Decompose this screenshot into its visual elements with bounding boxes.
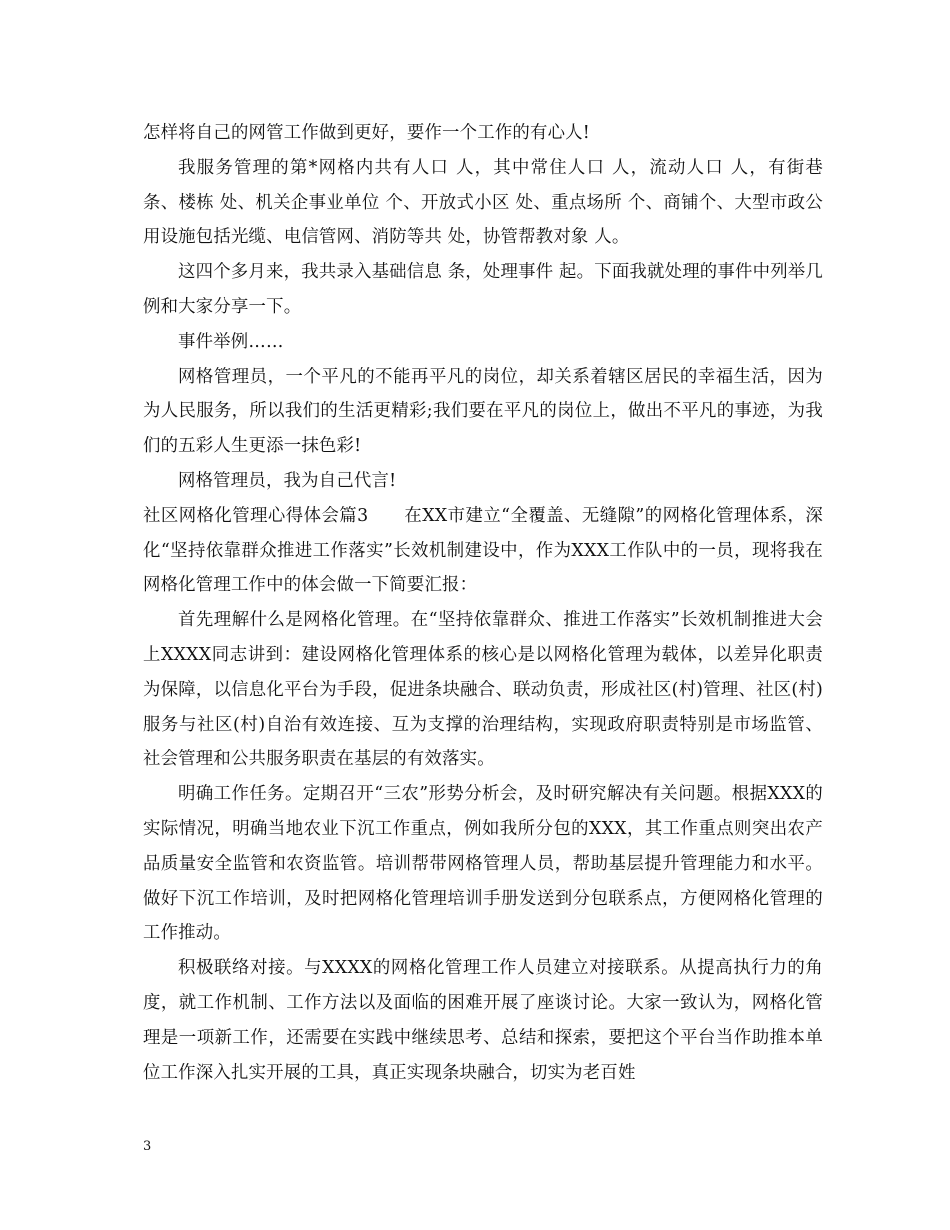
paragraph: 事件举例……: [178, 331, 284, 352]
paragraph: 怎样将自己的网管工作做到更好，要作一个工作的有心人!: [143, 123, 590, 143]
paragraph: 我服务管理的第*网格内共有人口 人，其中常住人口 人，流动人口 人，有街巷 条、楼栋 处、机关企事业单位 个、开放式小区 处、重点场所 个、商铺个、大型市政公用设施包括光缆、电信管网、消防等共 处，协管帮教对象 人。: [143, 157, 823, 248]
paragraph: 明确工作任务。定期召开“三农”形势分析会，及时研究解决有关问题。根据XXX的实际情况，明确当地农业下沉工作重点，例如我所分包的XXX，其工作重点则突出农产品质量安全监管和农资监管。培训帮带网格管理人员，帮助基层提升管理能力和水平。做好下沉工作培训，及时把网格化管理培训手册发送到分包联系点，方便网格化管理的工作推动。: [143, 784, 823, 944]
document-body: [143, 116, 823, 1090]
page-number: 3: [143, 1139, 152, 1154]
paragraph: 这四个多月来，我共录入基础信息 条，处理事件 起。下面我就处理的事件中列举几例和大家分享一下。: [143, 262, 823, 317]
paragraph: 积极联络对接。与XXXX的网格化管理工作人员建立对接联系。从提高执行力的角度，就工作机制、工作方法以及面临的困难开展了座谈讨论。大家一致认为，网格化管理是一项新工作，还需要在实践中继续思考、总结和探索，要把这个平台当作助推本单位工作深入扎实开展的工具，真正实现条块融合，切实为老百姓: [143, 958, 823, 1083]
paragraph: 网格管理员，一个平凡的不能再平凡的岗位，却关系着辖区居民的幸福生活，因为为人民服务，所以我们的生活更精彩;我们要在平凡的岗位上，做出不平凡的事迹，为我们的五彩人生更添一抹色彩!: [143, 366, 823, 457]
paragraph: 首先理解什么是网格化管理。在“坚持依靠群众、推进工作落实”长效机制推进大会上XXXX同志讲到：建设网格化管理体系的核心是以网格化管理为载体，以差异化职责为保障，以信息化平台为手段，促进条块融合、联动负责，形成社区(村)管理、社区(村)服务与社区(村)自治有效连接、互为支撑的治理结构，实现政府职责特别是市场监管、社会管理和公共服务职责在基层的有效落实。: [143, 610, 823, 770]
section-heading-paragraph: 社区网格化管理心得体会篇3 在XX市建立“全覆盖、无缝隙”的网格化管理体系，深化“坚持依靠群众推进工作落实”长效机制建设中，作为XXX工作队中的一员，现将我在网格化管理工作中的体会做一下简要汇报：: [143, 505, 823, 596]
paragraph: 网格管理员，我为自己代言!: [178, 470, 397, 491]
